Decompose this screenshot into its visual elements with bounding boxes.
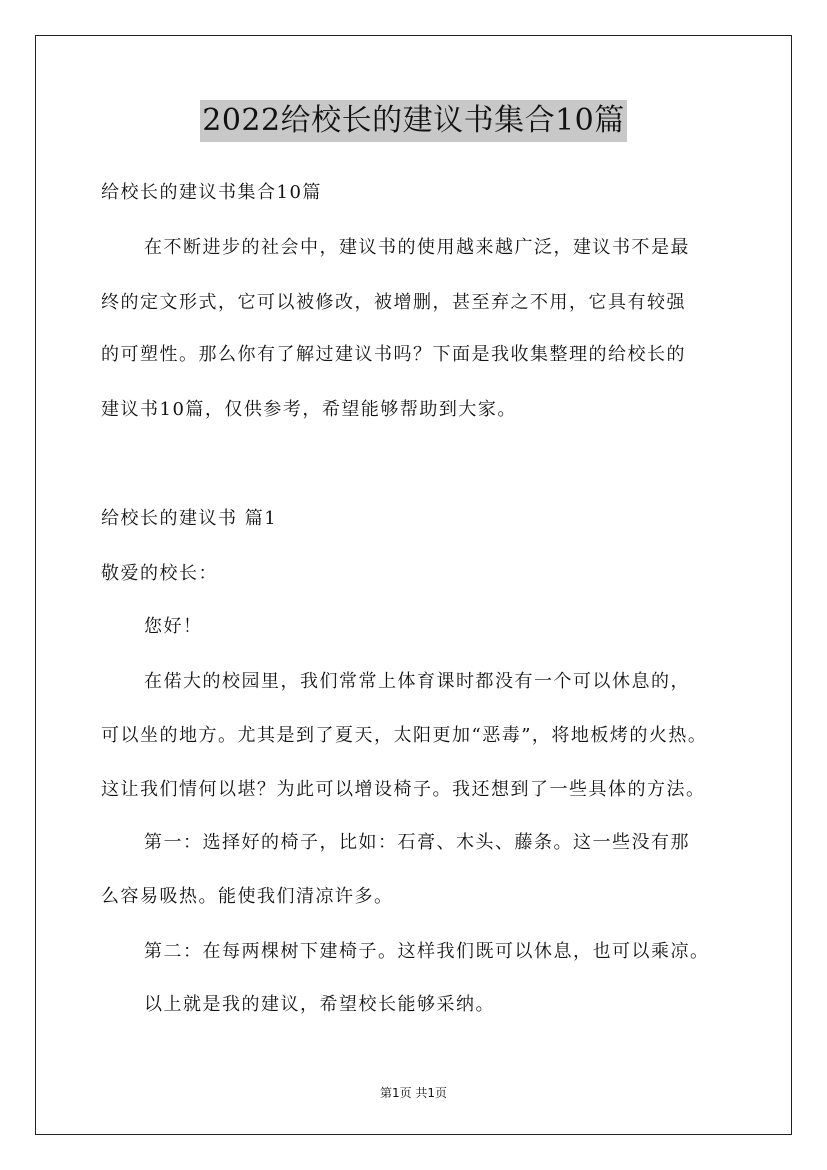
body-line-1: 在偌大的校园里，我们常常上体育课时都没有一个可以休息的， xyxy=(144,671,690,692)
intro-line-3: 的可塑性。那么你有了解过建议书吗？下面是我收集整理的给校长的 xyxy=(101,344,686,365)
intro-line-4: 建议书10篇，仅供参考，希望能够帮助到大家。 xyxy=(101,399,517,420)
body-line-6: 第二：在每两棵树下建椅子。这样我们既可以休息，也可以乘凉。 xyxy=(144,941,710,962)
intro-line-1: 在不断进步的社会中，建议书的使用越来越广泛，建议书不是最 xyxy=(144,237,690,258)
title-container xyxy=(0,100,827,142)
greeting: 您好！ xyxy=(144,616,203,637)
intro-line-2: 终的定文形式，它可以被修改，被增删，甚至弃之不用，它具有较强 xyxy=(101,292,686,313)
body-line-2: 可以坐的地方。尤其是到了夏天，太阳更加“恶毒”，将地板烤的火热。 xyxy=(101,725,708,746)
page-footer: 第1页 共1页 xyxy=(379,1086,448,1100)
body-line-5: 么容易吸热。能使我们清凉许多。 xyxy=(101,886,394,907)
salutation: 敬爱的校长： xyxy=(101,563,218,584)
body-line-4: 第一：选择好的椅子，比如：石膏、木头、藤条。这一些没有那 xyxy=(144,832,690,853)
body-line-7: 以上就是我的建议，希望校长能够采纳。 xyxy=(144,994,495,1015)
document-title[interactable]: 2022给校长的建议书集合10篇 xyxy=(200,100,627,142)
section-heading: 给校长的建议书 篇1 xyxy=(101,508,278,529)
subtitle: 给校长的建议书集合10篇 xyxy=(101,182,322,203)
body-line-3: 这让我们情何以堪？为此可以增设椅子。我还想到了一些具体的方法。 xyxy=(101,779,706,800)
